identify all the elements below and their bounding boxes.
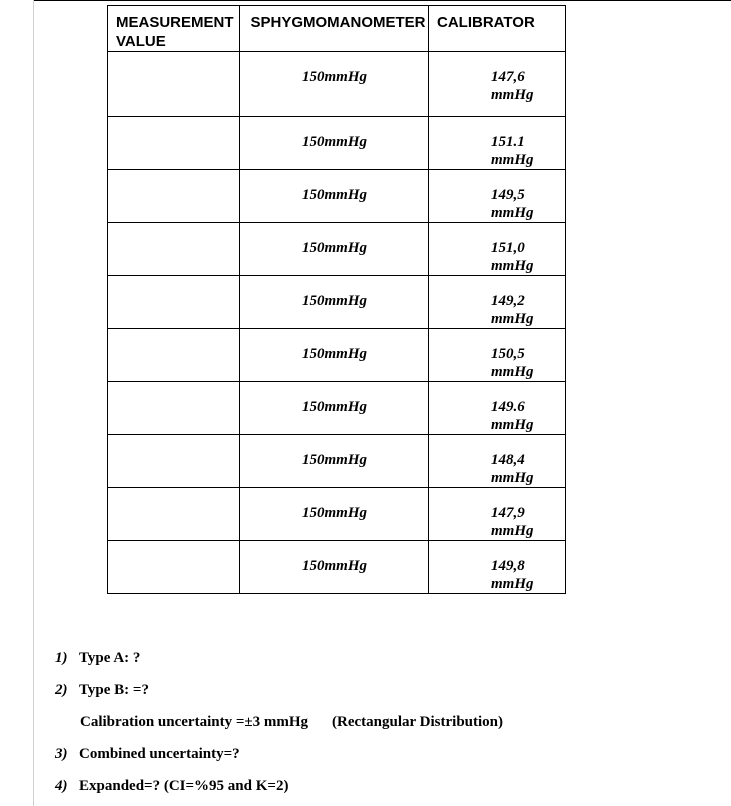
calibrator-cell: 147,9 mmHg (429, 488, 566, 541)
table-row (108, 223, 566, 276)
measurement-value-cell (108, 276, 240, 329)
calibrator-cell: 147,6 mmHg (429, 52, 566, 117)
table-row (108, 170, 566, 223)
measurement-value-cell (108, 223, 240, 276)
measurement-value-cell (108, 117, 240, 170)
calibrator-cell: 150,5 mmHg (429, 329, 566, 382)
question-1: 1) Type A: ? (55, 650, 141, 666)
calibration-uncertainty: Calibration uncertainty =±3 mmHg (80, 714, 309, 730)
sphygmomanometer-cell: 150mmHg (240, 223, 429, 276)
measurement-table (107, 5, 566, 594)
measurement-value-cell (108, 488, 240, 541)
question-2: 2) Type B: =? (55, 682, 149, 698)
header-measurement-value: MEASUREMENT VALUE (108, 6, 240, 52)
table-row (108, 52, 566, 117)
table-row (108, 117, 566, 170)
measurement-value-cell (108, 382, 240, 435)
distribution-type: (Rectangular Distribution) (332, 714, 504, 730)
table-row (108, 329, 566, 382)
calibrator-cell: 151,0 mmHg (429, 223, 566, 276)
page-margin-line (33, 0, 34, 806)
header-sphygmomanometer: SPHYGMOMANOMETER (240, 6, 429, 52)
table-row (108, 276, 566, 329)
header-calibrator: CALIBRATOR (429, 6, 566, 52)
measurement-value-cell (108, 170, 240, 223)
calibrator-cell: 151.1 mmHg (429, 117, 566, 170)
question-4: 4) Expanded=? (CI=%95 and K=2) (55, 778, 289, 794)
measurement-value-cell (108, 52, 240, 117)
table-row (108, 435, 566, 488)
calibrator-cell: 149.6 mmHg (429, 382, 566, 435)
sphygmomanometer-cell: 150mmHg (240, 488, 429, 541)
table-row (108, 541, 566, 594)
sphygmomanometer-cell: 150mmHg (240, 382, 429, 435)
calibrator-cell: 149,2 mmHg (429, 276, 566, 329)
type-b-note (80, 714, 503, 731)
measurement-value-cell (108, 435, 240, 488)
sphygmomanometer-cell: 150mmHg (240, 52, 429, 117)
measurement-value-cell (108, 541, 240, 594)
calibrator-cell: 149,5 mmHg (429, 170, 566, 223)
table-header-row (108, 6, 566, 52)
sphygmomanometer-cell: 150mmHg (240, 117, 429, 170)
sphygmomanometer-cell: 150mmHg (240, 276, 429, 329)
sphygmomanometer-cell: 150mmHg (240, 329, 429, 382)
measurement-value-cell (108, 329, 240, 382)
page-top-border (33, 0, 731, 1)
calibrator-cell: 148,4 mmHg (429, 435, 566, 488)
table-row (108, 488, 566, 541)
question-3: 3) Combined uncertainty=? (55, 746, 240, 762)
table-row (108, 382, 566, 435)
sphygmomanometer-cell: 150mmHg (240, 170, 429, 223)
calibrator-cell: 149,8 mmHg (429, 541, 566, 594)
sphygmomanometer-cell: 150mmHg (240, 435, 429, 488)
sphygmomanometer-cell: 150mmHg (240, 541, 429, 594)
